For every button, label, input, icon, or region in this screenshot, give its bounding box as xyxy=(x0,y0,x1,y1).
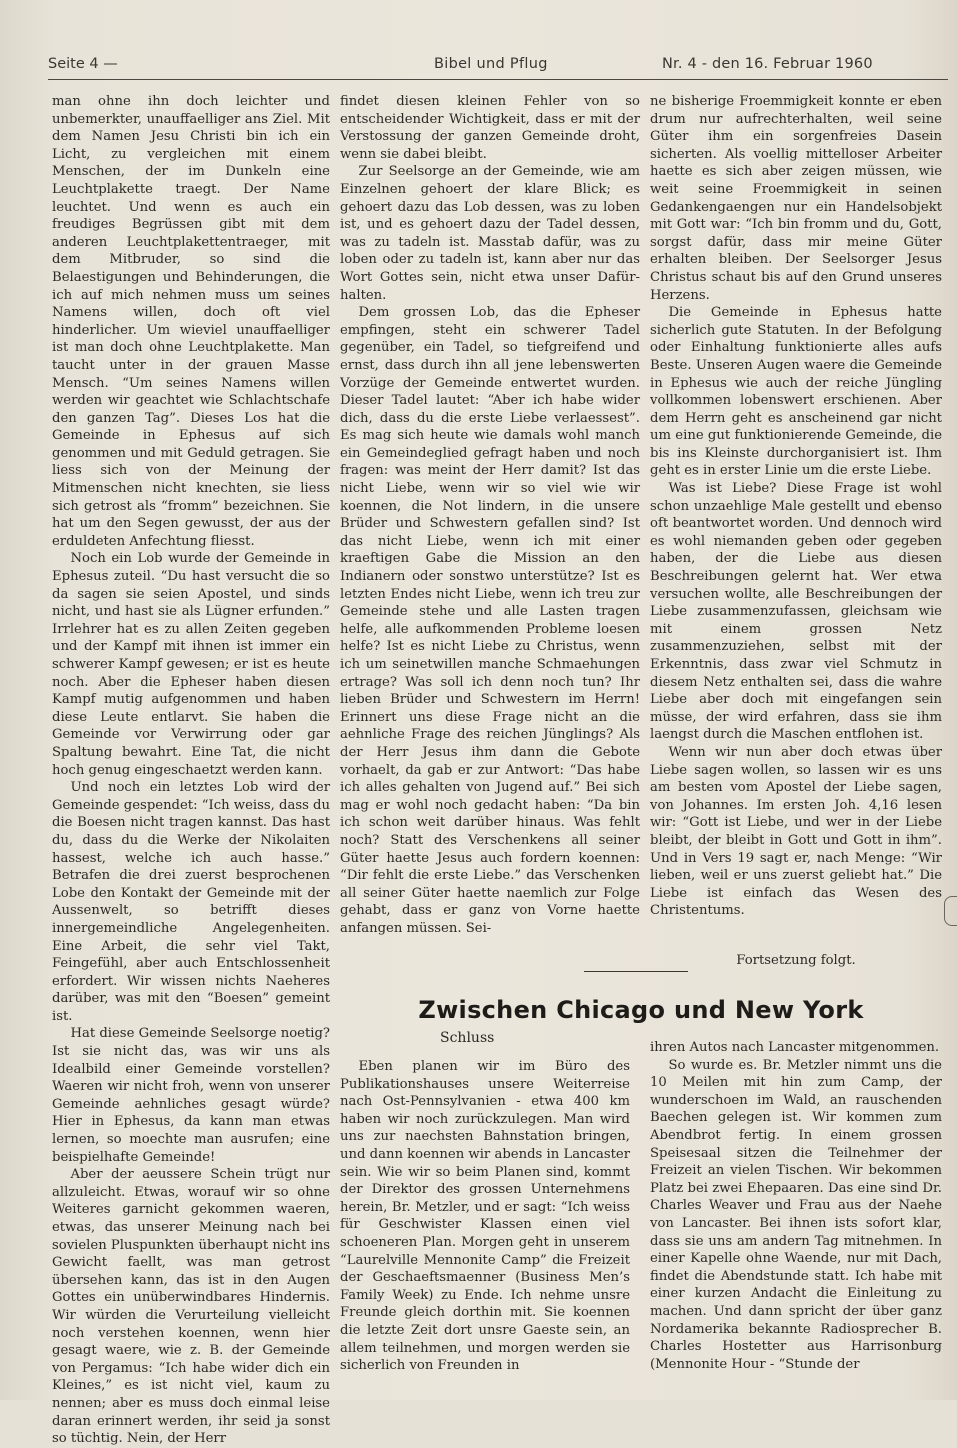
paragraph: Und noch ein letztes Lob wird der Gemeinde gespendet: “Ich weiss, dass du die Boesen nicht tragen kannst. Das hast du, dass du die Werke der Nikolaiten hassest, welche ich auch hasse.” Betrafen die drei zuerst besprochenen Lobe den Kontakt der Gemeinde mit der Aussenwelt, so betrifft dieses innergemeindliche Angelegenheiten. Eine Arbeit, die sehr viel Takt, Feingefühl, aber auch Entschlossenheit erfordert. Wir wissen nichts Naeheres darüber, was mit den “Boesen” gemeint ist. xyxy=(52,780,330,1024)
paragraph: Die Gemeinde in Ephesus hatte sicherlich gute Statuten. In der Befolgung oder Einhaltung funktionierte alles aufs Beste. Unseren Augen waere die Gemeinde in Ephesus wie auch der reiche Jüngling vollkommen lobenswert erschienen. Aber dem Herrn geht es anscheinend gar nicht um eine gut funktionierende Gemeinde, die bis ins Kleinste durchorganisiert ist. Ihm geht es in erster Linie um die erste Liebe. xyxy=(650,305,942,479)
continued-note: Fortsetzung folgt. xyxy=(736,953,856,968)
page-number: Seite 4 — xyxy=(48,56,118,72)
paragraph: man ohne ihn doch leichter und unbemerkter, unauffaelliger ans Ziel. Mit dem Namen Jesu Christi bin ich ein Licht, zu vergleichen mit einem Menschen, der im Dunkeln eine Leuchtplakette traegt. Der Name leuchtet. Und wenn es auch ein freudiges Begrüssen gibt mit dem anderen Leuchtplakettentraeger, mit dem Mitbruder, so sind die Belaestigungen und Behinderungen, die ich auf mich nehmen muss um seines Namens willen, doch oft viel hinderlicher. Um wieviel unauffaelliger ist man doch ohne Leuchtplakette. Man taucht unter in der grauen Masse Mensch. “Um seines Namens willen werden wir geachtet wie Schlachtschafe den ganzen Tag”. Dieses Los hat die Gemeinde in Ephesus auf sich genommen und mit Geduld getragen. Sie liess sich von der Meinung der Mitmenschen nicht knechten, sie liess sich getrost als “fromm” bezeichnen. Sie hat um den Segen gewusst, der aus der erduldeten Anfechtung fliesst. xyxy=(52,94,330,549)
article2-column-2 xyxy=(650,1039,942,1373)
article1-column-3 xyxy=(650,93,942,920)
article1-column-1 xyxy=(52,93,330,1448)
article2-column-1 xyxy=(340,1058,630,1375)
paragraph: Eben planen wir im Büro des Publikationshauses unsere Weiterreise nach Ost-Pennsylvanien - etwa 400 km haben wir noch zurückzulegen. Man wird uns zur naechsten Bahnstation bringen, und dann koennen wir abends in Lancaster sein. Wie wir so beim Planen sind, kommt der Direktor des grossen Unternehmens herein, Br. Metzler, und er sagt: “Ich weiss für Geschwister Klassen einen viel schoeneren Plan. Morgen geht in unserem “Laurelville Mennonite Camp” die Freizeit der Geschaeftsmaenner (Business Men’s Family Week) zu Ende. Ich nehme unsre Freunde gleich dorthin mit. Sie koennen die letzte Zeit dort unsre Gaeste sein, an allem teilnehmen, und morgen werden sie sicherlich von Freunden in xyxy=(340,1059,630,1374)
paragraph: findet diesen kleinen Fehler von so entscheidender Wichtigkeit, dass er mit der Verstossung der ganzen Gemeinde droht, wenn sie dabei bleibt. xyxy=(340,94,640,162)
page-header xyxy=(48,56,948,80)
paragraph: ne bisherige Froemmigkeit konnte er eben drum nur aufrechterhalten, weil seine Güter ihm ein sorgenfreies Dasein sicherten. Als voellig mittelloser Arbeiter haette es sich aber zeigen müssen, wie weit seine Froemmigkeit in seinen Gedankengaengen nur ein Handelsobjekt mit Gott war: “Ich bin fromm und du, Gott, sorgst dafür, dass mir meine Güter erhalten bleiben. Der Seelsorger Jesus Christus schaut bis auf den Grund unseres Herzens. xyxy=(650,94,942,303)
header-rule xyxy=(48,79,948,80)
paragraph: Aber der aeussere Schein trügt nur allzuleicht. Etwas, worauf wir so ohne Weiteres garnicht gekommen waeren, etwas, das unserer Meinung nach bei sovielen Pluspunkten überhaupt nicht ins Gewicht faellt, was man getrost übersehen kann, das ist in den Augen Gottes ein unüberwindbares Hindernis. Wir würden die Verurteilung vielleicht noch verstehen koennen, wenn hier gesagt waere, wie z. B. der Gemeinde von Pergamus: “Ich habe wider dich ein Kleines,” es ist nicht viel, kaum zu nennen; aber es muss doch einmal leise daran erinnert werden, ihr seid ja sonst so tüchtig. Nein, der Herr xyxy=(52,1167,330,1447)
issue-date: Nr. 4 - den 16. Februar 1960 xyxy=(662,56,873,72)
paragraph: So wurde es. Br. Metzler nimmt uns die 10 Meilen mit hin zum Camp, der wunderschoen im Wald, an rauschenden Baechen gelegen ist. Wir kommen zum Abendbrot fertig. In einem grossen Speisesaal sitzen die Teilnehmer der Freizeit an vielen Tischen. Wir bekommen Platz bei zwei Ehepaaren. Das eine sind Dr. Charles Weaver und Frau aus der Naehe von Lancaster. Bei ihnen ists sofort klar, dass sie uns am andern Tag mitnehmen. In einer Kapelle ohne Waende, nur mit Dach, findet die Abendstunde statt. Ich habe mit einer kurzen Andacht die Einleitung zu machen. Und dann spricht der über ganz Nordamerika bekannte Radiosprecher B. Charles Hostetter aus Harrisonburg (Mennonite Hour - “Stunde der xyxy=(650,1057,942,1372)
article2-subtitle: Schluss xyxy=(440,1030,495,1046)
article-divider xyxy=(584,971,688,972)
paragraph: Dem grossen Lob, das die Epheser empfingen, steht ein schwerer Tadel gegenüber, ein Tadel, so tiefgreifend und ernst, dass durch ihn all jene lebenswerten Vorzüge der Gemeinde entwertet wurden. Dieser Tadel lautet: “Aber ich habe wider dich, dass du die erste Liebe verlaessest”. Es mag sich heute wie damals wohl manch ein Gemeindeglied gefragt haben und noch fragen: was meint der Herr damit? Ist das nicht Liebe, wenn wir so viel wie wir koennen, die Not lindern, in die unsere Brüder und Schwestern gefallen sind? Ist das nicht Liebe, wenn ich mit einer kraeftigen Gabe die Mission an den Indianern oder sonstwo unterstütze? Ist es letzten Endes nicht Liebe, wenn ich treu zur Gemeinde stehe und alle Lasten tragen helfe, alle aufkommenden Probleme loesen helfe? Ist es nicht Liebe zu Christus, wenn ich um seinetwillen manche Schmaehungen ertrage? Was soll ich denn noch tun? Ihr lieben Brüder und Schwestern im Herrn! Erinnert uns diese Frage nicht an die aehnliche Frage des reichen Jünglings? Als der Herr Jesus ihm dann die Gebote vorhaelt, da gab er zur Antwort: “Das habe ich alles gehalten von Jugend auf.” Bei sich mag er wohl noch gedacht haben: “Da bin ich schon weit darüber hinaus. Was fehlt noch? Statt des Verschenkens all seiner Güter haette Jesus auch fordern koennen: “Dir fehlt die erste Liebe.” das Verschenken all seiner Güter haette naemlich zur Folge gehabt, dass er ganz von Vorne haette anfangen müssen. Sei- xyxy=(340,305,640,936)
paragraph: ihren Autos nach Lancaster mitgenommen. xyxy=(650,1040,940,1055)
paragraph: Noch ein Lob wurde der Gemeinde in Ephesus zuteil. “Du hast versucht die so da sagen sie seien Apostel, und sinds nicht, und hast sie als Lügner erfunden.” Irrlehrer hat es zu allen Zeiten gegeben und der Kampf mit ihnen ist immer ein schwerer Kampf gewesen; er ist es heute noch. Aber die Epheser haben diesen Kampf mutig aufgenommen und haben diese Leute entlarvt. Sie haben die Gemeinde vor Verwirrung oder gar Spaltung bewahrt. Eine Tat, die nicht hoch genug eingeschaetzt werden kann. xyxy=(52,551,330,778)
paragraph: Wenn wir nun aber doch etwas über Liebe sagen wollen, so lassen wir es uns am besten vom Apostel der Liebe sagen, von Johannes. Im ersten Joh. 4,16 lesen wir: “Gott ist Liebe, und wer in der Liebe bleibt, der bleibt in Gott und Gott in ihm”. Und in Vers 19 sagt er, nach Menge: “Wir lieben, weil er uns zuerst geliebt hat.” Die Liebe ist einfach das Wesen des Christentums. xyxy=(650,744,942,919)
article1-column-2 xyxy=(340,93,640,938)
article2-headline: Zwischen Chicago und New York xyxy=(418,996,864,1024)
paragraph: Was ist Liebe? Diese Frage ist wohl schon unzaehlige Male gestellt und ebenso oft beantwortet worden. Und dennoch wird es wohl niemanden geben oder gegeben haben, der die Liebe aus diesen Beschreibungen gelernt hat. Wer etwa versuchen wollte, alle Beschreibungen der Liebe zusammenzufassen, gleichsam wie mit einem grossen Netz zusammenzuziehen, selbst mit der Erkenntnis, dass zwar viel Schmutz in diesem Netz enthalten sei, dass die wahre Liebe aber doch mit eingefangen sein müsse, der wird erfahren, dass sie ihm laengst durch die Maschen entflohen ist. xyxy=(650,481,942,743)
page-edge-mark xyxy=(944,896,957,926)
paragraph: Hat diese Gemeinde Seelsorge noetig? Ist sie nicht das, was wir uns als Idealbild einer Gemeinde vorstellen? Waeren wir nicht froh, wenn von unserer Gemeinde aehnliches gesagt würde? Hier in Ephesus, da kann man etwas lernen, so moechte man ausrufen; eine beispielhafte Gemeinde! xyxy=(52,1026,330,1165)
publication-title: Bibel und Pflug xyxy=(434,56,548,72)
paragraph: Zur Seelsorge an der Gemeinde, wie am Einzelnen gehoert der klare Blick; es gehoert dazu das Lob dessen, was zu loben ist, und es gehoert dazu der Tadel dessen, was zu tadeln ist. Masstab dafür, was zu loben oder zu tadeln ist, kann aber nur das Wort Gottes sein, nicht etwa unser Dafür-halten. xyxy=(340,164,640,303)
